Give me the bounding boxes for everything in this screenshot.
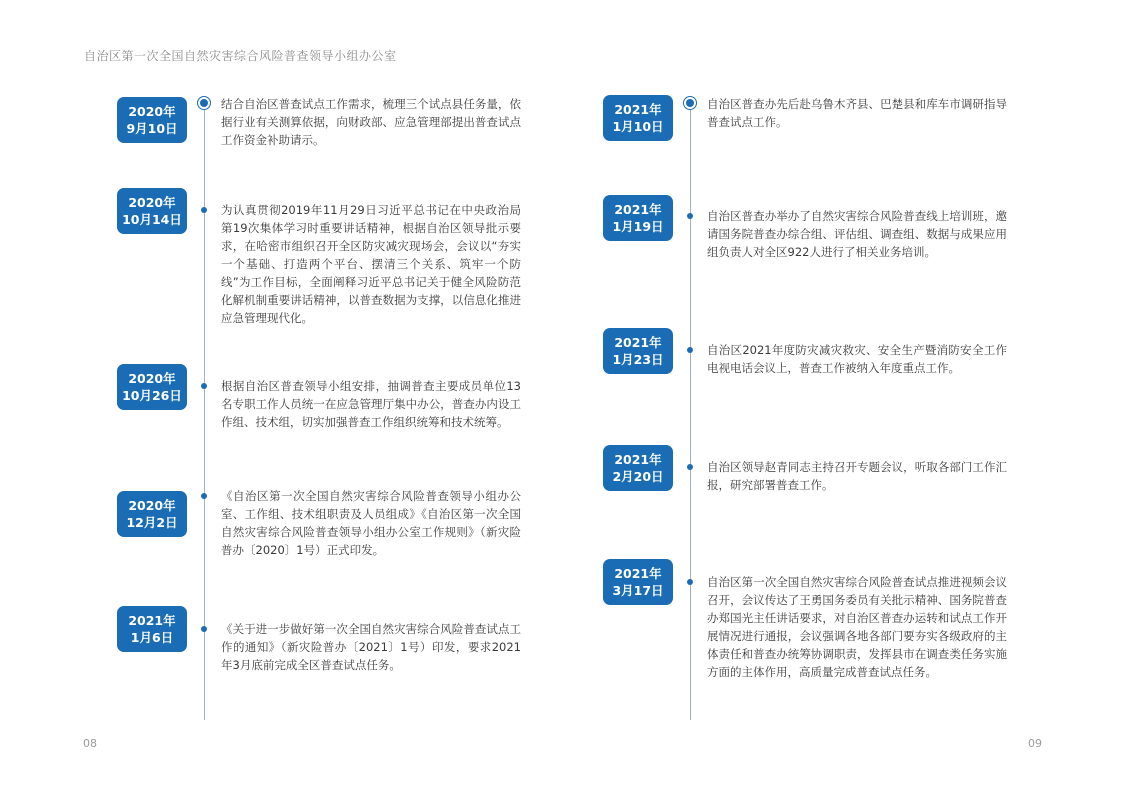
date-day: 10月14日 [122,212,182,227]
date-year: 2020年 [128,498,176,513]
date-year: 2020年 [128,195,176,210]
timeline-dot-icon [686,99,694,107]
date-badge [117,364,187,410]
date-day: 9月10日 [126,121,178,136]
entry-text: 自治区第一次全国自然灾害综合风险普查试点推进视频会议召开，会议传达了王勇国务委员有关批示精神、国务院普查办郑国光主任讲话要求，对自治区普查办运转和试点工作开展情况进行通报，会议强调各地各部门要夯实各级政府的主体责任和普查办统筹协调职责，发挥县市在调查类任务实施方面的主体作用，高质量完成普查试点任务。 [707,575,1007,679]
timeline-dot-icon [687,213,693,219]
date-badge [117,491,187,537]
running-header: 自治区第一次全国自然灾害综合风险普查领导小组办公室 [84,49,397,63]
entry-text: 自治区普查办先后赴乌鲁木齐县、巴楚县和库车市调研指导普查试点工作。 [707,97,1007,129]
date-badge [603,559,673,605]
date-year: 2021年 [128,613,176,628]
date-day: 1月23日 [612,352,664,367]
date-year: 2021年 [614,335,662,350]
date-year: 2021年 [614,102,662,117]
date-badge [603,445,673,491]
entry-text: 《关于进一步做好第一次全国自然灾害综合风险普查试点工作的通知》（新灾险普办〔2021〕1号）印发，要求2021年3月底前完成全区普查试点任务。 [221,622,521,672]
date-badge [603,328,673,374]
timeline-dot-icon [201,383,207,389]
date-day: 1月6日 [130,630,174,645]
entry-text: 《自治区第一次全国自然灾害综合风险普查领导小组办公室、工作组、技术组职责及人员组成》《自治区第一次全国自然灾害综合风险普查领导小组办公室工作规则》（新灾险普办〔2020〕1号）正式印发。 [221,489,521,557]
date-day: 12月2日 [126,515,178,530]
entry-text: 根据自治区普查领导小组安排，抽调普查主要成员单位13名专职工作人员统一在应急管理厅集中办公，普查办内设工作组、技术组，切实加强普查工作组织统筹和技术统筹。 [221,379,521,429]
date-badge [117,97,187,143]
timeline-dot-icon [201,626,207,632]
timeline-dot-icon [201,207,207,213]
page-number-left: 08 [83,737,97,750]
date-day: 2月20日 [612,469,664,484]
timeline-dot-icon [687,579,693,585]
right-timeline-line [690,98,691,720]
entry-text: 自治区2021年度防灾减灾救灾、安全生产暨消防安全工作电视电话会议上，普查工作被纳入年度重点工作。 [707,343,1007,375]
date-badge [603,95,673,141]
timeline-dot-icon [200,99,208,107]
date-day: 3月17日 [612,583,664,598]
entry-text: 自治区领导赵青同志主持召开专题会议，听取各部门工作汇报，研究部署普查工作。 [707,460,1007,492]
date-day: 1月10日 [612,119,664,134]
date-day: 1月19日 [612,219,664,234]
date-year: 2021年 [614,202,662,217]
date-year: 2021年 [614,566,662,581]
date-year: 2021年 [614,452,662,467]
date-year: 2020年 [128,104,176,119]
date-day: 10月26日 [122,388,182,403]
entry-text: 结合自治区普查试点工作需求，梳理三个试点县任务量，依据行业有关测算依据，向财政部、应急管理部提出普查试点工作资金补助请示。 [221,97,521,147]
timeline-dot-icon [687,347,693,353]
entry-text: 自治区普查办举办了自然灾害综合风险普查线上培训班，邀请国务院普查办综合组、评估组、调查组、数据与成果应用组负责人对全区922人进行了相关业务培训。 [707,209,1007,259]
date-badge [117,188,187,234]
date-year: 2020年 [128,371,176,386]
timeline-dot-icon [201,493,207,499]
entry-text: 为认真贯彻2019年11月29日习近平总书记在中央政治局第19次集体学习时重要讲话精神，根据自治区领导批示要求，在哈密市组织召开全区防灾减灾现场会，会议以“夯实一个基础、打造两个平台、摆清三个关系、筑牢一个防线”为工作目标，全面阐释习近平总书记关于健全风险防范化解机制重要讲话精神，以普查数据为支撑，以信息化推进应急管理现代化。 [221,203,521,325]
timeline-dot-icon [687,464,693,470]
page-number-right: 09 [1028,737,1042,750]
date-badge [603,195,673,241]
date-badge [117,606,187,652]
